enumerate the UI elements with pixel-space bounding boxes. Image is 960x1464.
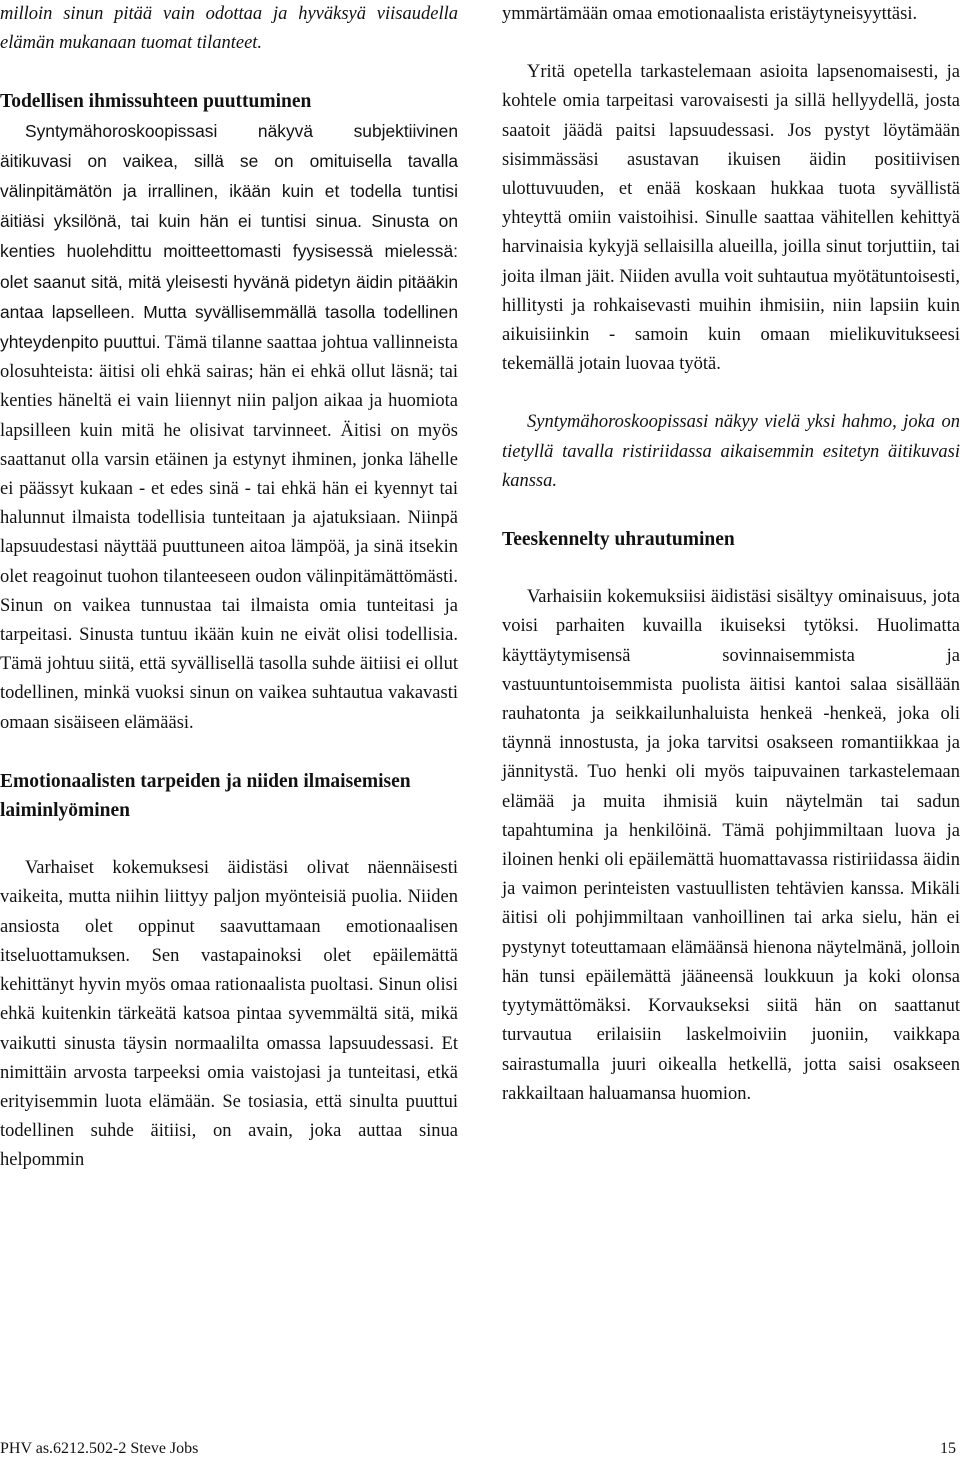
section-3-paragraph: Varhaisiin kokemuksiisi äidistäsi sisältyy ominaisuus, jota voisi parhaiten kuvailla ikuiseksi tytöksi. Huolimatta käyttäytymisensä sovinnaisemmista ja vastuuntuntoisemmista puolista äitisi kantoi salaa sisällään rauhatonta ja seikkailunhaluista henkeä -henkeä, joka oli täynnä innostusta, ja joka tarvitsi osakseen romantiikkaa ja jännitystä. Tuo henki oli myös taipuvainen tarkastelemaan elämää ja muita ihmisiä kuin näytelmän tai sadun tapahtumina ja henkilöinä. Tämä pohjimmiltaan luova ja iloinen henki oli epäilemättä huomattavassa ristiriidassa äidin ja vaimon perinteisten vastuullisten tehtävien kanssa. Mikäli äitisi oli pohjimmiltaan vanhoillinen tai arka sielu, hän ei pystynyt toteuttamaan elämäänsä hienona näytelmänä, jolloin hän tunsi epäilemättä jääneensä loukkuun ja koki olonsa tyytymättömäksi. Korvaukseksi siitä hän on saattanut turvautua erilaisiin laskelmoiviin juoniin, vaikkapa sairastumalla juuri oikealla hetkellä, jotta saisi osakseen rakkailtaan haluamansa huomion. [502, 587, 960, 1104]
section-heading-1: Todellisen ihmissuhteen puuttuminen [0, 91, 312, 113]
italic-note-paragraph: Syntymähoroskoopissasi näkyy vielä yksi hahmo, joka on tietyllä tavalla ristiriidassa aikaisemmin esitetyn äitikuvasi kanssa. [502, 412, 960, 491]
section-2-paragraph: Varhaiset kokemuksesi äidistäsi olivat näennäisesti vaikeita, mutta niihin liittyy paljon myönteisiä puolia. Niiden ansiosta olet oppinut saavuttamaan emotionaalisen itseluottamuksen. Sen vastapainoksi olet epäilemättä kehittänyt hyvin myös omaa rationaalista puoltasi. Sinun olisi ehkä kuitenkin tärkeätä katsoa pintaa syvemmältä sitä, mikä vaikutti sinusta täysin normaalilta omassa lapsuudessasi. Et nimittäin arvosta tarpeeksi omia vaistojasi ja tunteitasi, etkä erityisemmin luota elämään. Se tosiasia, että sinulta puuttui todellinen suhde äitiisi, on avain, joka auttaa sinua helpommin [0, 858, 458, 1171]
section-heading-3: Teeskennelty uhrautuminen [502, 529, 735, 551]
right-column [502, 0, 960, 1109]
intro-paragraph: milloin sinun pitää vain odottaa ja hyväksyä viisaudella elämän mukanaan tuomat tilanteet. [0, 4, 458, 54]
footer-document-id: PHV as.6212.502-2 Steve Jobs [0, 1440, 199, 1457]
section-1-paragraph [0, 117, 458, 738]
continuation-paragraph: ymmärtämään omaa emotionaalista eristäytyneisyyttäsi. [502, 4, 918, 24]
page-number: 15 [940, 1440, 956, 1457]
left-column [0, 0, 458, 1176]
page-footer [0, 1440, 960, 1464]
advice-paragraph: Yritä opetella tarkastelemaan asioita lapsenomaisesti, ja kohtele omia tarpeitasi varovaisesti ja sillä hellyydellä, josta saatoit jäädä paitsi lapsuudessasi. Jos pystyt löytämään sisimmässäsi asustavan ikuisen äidin positiivisen ulottuvuuden, et enää koskaan hukkaa tuota syvällistä yhteyttä omiin vaistoihisi. Sinulle saattaa vähitellen kehittyä harvinaisia kykyjä sellaisilla alueilla, joilla sinut torjuttiin, tai joita ilman jäit. Niiden avulla voit suhtautua myötätuntoisesti, hillitysti ja rohkaisevasti muihin ihmisiin, niin lapsiin kuin aikuisiinkin - samoin kuin omaan mielikuvitukseesi tekemällä jotain luovaa työtä. [502, 62, 960, 375]
section-heading-2: Emotionaalisten tarpeiden ja niiden ilmaisemisen laiminlyöminen [0, 770, 411, 822]
section-1-sans-text: Syntymähoroskoopissasi näkyvä subjektiivinen äitikuvasi on vaikea, sillä se on omituisella tavalla välinpitämätön ja irrallinen, ikään kuin et todella tuntisi äitiäsi yksilönä, tai kuin hän ei tuntisi sinua. Sinusta on kenties huolehdittu moitteettomasti fyysisessä mielessä: olet saanut sitä, mitä yleisesti hyvänä pidetyn äidin pitääkin antaa lapselleen. Mutta syvällisemmällä tasolla todellinen yhteydenpito puuttui. [0, 120, 458, 353]
section-1-serif-text: Tämä tilanne saattaa johtua vallinneista olosuhteista: äitisi oli ehkä sairas; hän ei ehkä ollut läsnä; tai kenties häneltä ei vain liiennyt niin paljon aikaa ja huomiota lapsilleen kuin mitä he olisivat tarvinneet. Äitisi on myös saattanut olla varsin etäinen ja estynyt ihminen, jonka lähelle ei päässyt kukaan - et edes sinä - tai ehkä hän ei kyennyt tai halunnut ilmaista todellisia tunteitaan ja ajatuksiaan. Niinpä lapsuudestasi näyttää puuttuneen aitoa lämpöä, ja sinä itsekin olet reagoinut tuohon tilanteeseen oudon välinpitämättömästi. Sinun on vaikea tunnustaa tai ilmaista omia tunteitasi ja tarpeitasi. Sinusta tuntuu ikään kuin ne eivät olisi todellisia. Tämä johtuu siitä, että syvällisellä tasolla suhde äitiisi ei ollut todellinen, minkä vuoksi sinun on vaikea suhtautua vakavasti omaan sisäiseen elämääsi. [0, 333, 459, 733]
